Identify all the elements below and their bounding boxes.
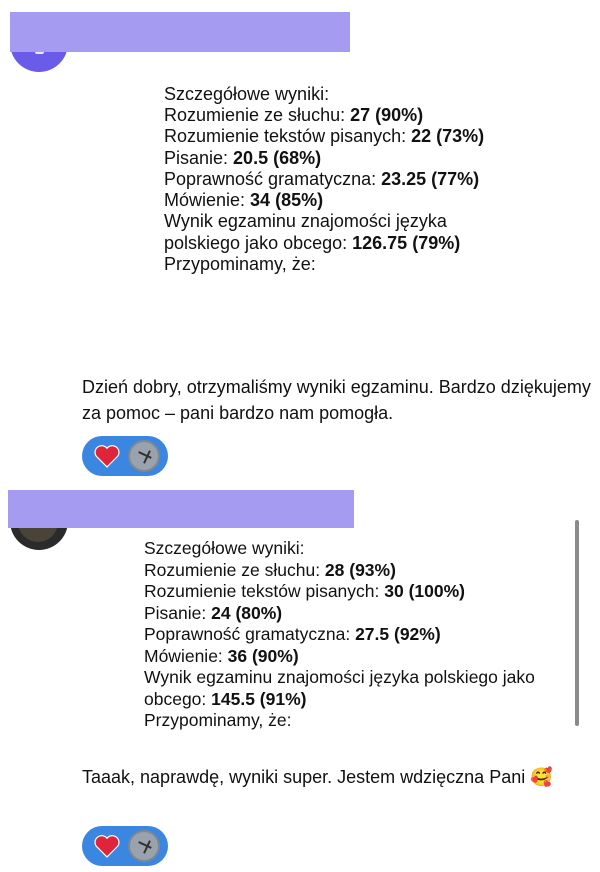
quoted-results — [164, 84, 494, 275]
result-line: Rozumienie ze słuchu: 27 (90%) — [164, 105, 424, 126]
result-line: Rozumienie tekstów pisanych: 22 (73%) — [164, 126, 485, 147]
result-line: Pisanie: 20.5 (68%) — [164, 147, 322, 168]
result-line: Rozumienie tekstów pisanych: 30 (100%) — [144, 581, 465, 602]
result-line: Wynik egzaminu znajomości języka polskiego jako obcego: 126.75 (79%) — [164, 211, 461, 253]
scrollbar[interactable] — [575, 520, 579, 726]
quoted-results — [144, 538, 544, 732]
add-reaction-icon[interactable] — [128, 830, 160, 862]
reaction-bar[interactable] — [82, 826, 168, 866]
result-line: Rozumienie ze słuchu: 28 (93%) — [144, 559, 396, 580]
quote-footer: Przypominamy, że: — [144, 710, 292, 731]
message-text: Dzień dobry, otrzymaliśmy wyniki egzaminu. Bardzo dziękujemy za pomoc – pani bardzo nam pomogła. — [82, 377, 591, 424]
quote-footer: Przypominamy, że: — [164, 253, 316, 274]
result-line: Pisanie: 24 (80%) — [144, 602, 283, 623]
result-line: Poprawność gramatyczna: 23.25 (77%) — [164, 168, 480, 189]
redacted-username-bar — [10, 12, 350, 52]
quote-heading: Szczegółowe wyniki: — [144, 538, 305, 558]
reaction-bar[interactable] — [82, 436, 168, 476]
result-line: Mówienie: 36 (90%) — [144, 645, 299, 666]
result-line: Wynik egzaminu znajomości języka polskiego jako obcego: 145.5 (91%) — [144, 667, 535, 709]
heart-icon[interactable] — [94, 444, 120, 468]
message-text: Taaak, naprawdę, wyniki super. Jestem wdzięczna Pani 🥰 — [82, 767, 553, 787]
redacted-username-bar — [8, 490, 354, 528]
result-line: Poprawność gramatyczna: 27.5 (92%) — [144, 624, 441, 645]
heart-icon[interactable] — [94, 834, 120, 858]
quote-heading: Szczegółowe wyniki: — [164, 84, 330, 104]
add-reaction-icon[interactable] — [128, 440, 160, 472]
result-line: Mówienie: 34 (85%) — [164, 190, 324, 211]
